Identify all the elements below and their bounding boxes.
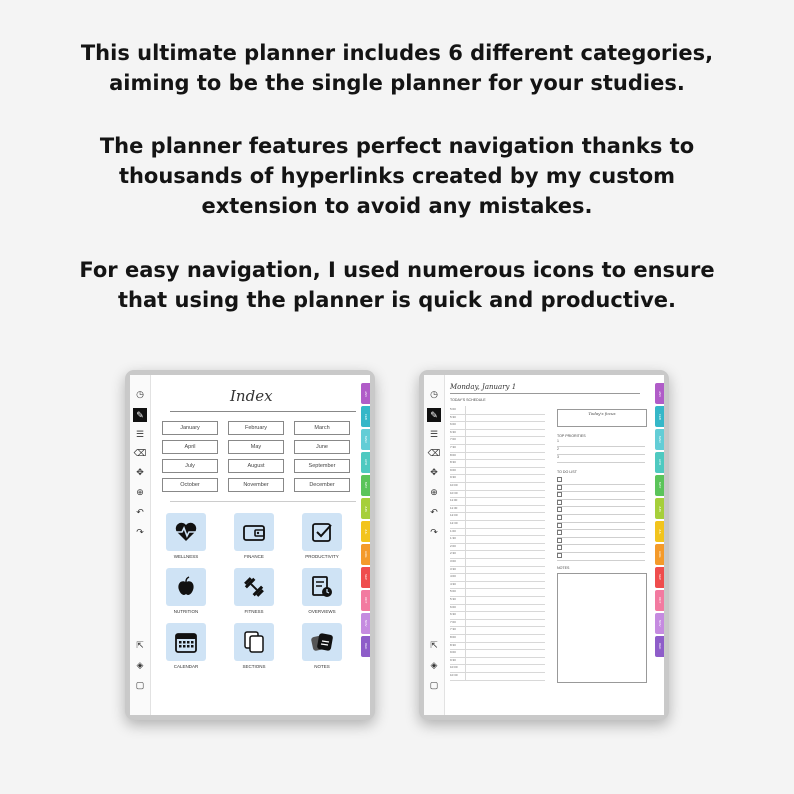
schedule-divider: [465, 626, 466, 634]
focus-label: Today's focus: [588, 411, 616, 416]
todo-checkbox[interactable]: [557, 477, 562, 482]
schedule-divider: [465, 672, 466, 680]
schedule-divider: [465, 619, 466, 627]
page-title: Monday, January 1: [450, 383, 517, 391]
schedule-time: 9:30: [450, 657, 456, 662]
schedule-divider: [465, 543, 466, 551]
month-link[interactable]: December: [294, 478, 350, 492]
redo-icon[interactable]: ↷: [430, 527, 438, 537]
schedule-time: 10:00: [450, 665, 458, 670]
month-tab[interactable]: MAY: [361, 475, 370, 496]
month-link[interactable]: January: [162, 421, 218, 435]
headline-text: that using the planner is quick and productive.: [118, 288, 676, 312]
month-link[interactable]: July: [162, 459, 218, 473]
index-page: [130, 375, 370, 715]
schedule-time: 8:00: [450, 635, 456, 639]
eraser-icon[interactable]: ⌫: [133, 448, 147, 458]
month-link[interactable]: August: [228, 459, 284, 473]
schedule-time: 11:00: [450, 498, 458, 503]
category-notes[interactable]: [302, 623, 342, 669]
priority-number: 2: [557, 447, 559, 451]
schedule-divider: [465, 474, 466, 482]
schedule-time: 7:30: [450, 627, 456, 632]
schedule-divider: [465, 611, 466, 619]
month-tab[interactable]: APR: [655, 452, 664, 473]
schedule-time: 6:30: [450, 612, 456, 617]
todo-checkbox[interactable]: [557, 545, 562, 550]
schedule-divider: [465, 664, 466, 672]
toolbar: [424, 375, 445, 715]
month-tab[interactable]: JUL: [361, 521, 370, 542]
month-tab[interactable]: NOV: [655, 613, 664, 634]
category-fitness[interactable]: [234, 568, 274, 614]
schedule-time: 1:00: [450, 528, 456, 533]
schedule-divider: [465, 649, 466, 657]
notes-box[interactable]: [557, 573, 647, 683]
schedule-divider: [465, 406, 466, 414]
title-divider: [450, 393, 640, 394]
heart-pulse-icon: [174, 520, 198, 544]
title-divider: [170, 411, 356, 412]
month-tab[interactable]: OCT: [655, 590, 664, 611]
schedule-divider: [465, 558, 466, 566]
notes-icon: [310, 630, 334, 654]
todo-checkbox[interactable]: [557, 553, 562, 558]
schedule-divider: [465, 604, 466, 612]
category-label: SECTIONS: [242, 664, 266, 669]
headline-text: The planner features perfect navigation thanks to: [99, 134, 695, 158]
month-tab[interactable]: FEB: [655, 406, 664, 427]
schedule-divider: [465, 467, 466, 475]
schedule-time: 5:00: [450, 589, 456, 594]
headline-text: For easy navigation, I used numerous icons to ensure: [79, 258, 715, 282]
category-label: OVERVIEWS: [308, 609, 336, 614]
schedule-time: 5:30: [450, 597, 456, 601]
todo-label: TO DO LIST: [557, 470, 577, 474]
tablet-device-daily: [419, 370, 669, 720]
month-link[interactable]: February: [228, 421, 284, 435]
schedule-divider: [465, 528, 466, 536]
month-tab[interactable]: JAN: [655, 383, 664, 404]
schedule-divider: [465, 642, 466, 650]
notes-label: NOTES: [557, 566, 570, 570]
month-tab[interactable]: DEC: [655, 636, 664, 657]
month-link[interactable]: May: [228, 440, 284, 454]
schedule-divider: [465, 520, 466, 528]
schedule-divider: [465, 588, 466, 596]
month-tab[interactable]: APR: [361, 452, 370, 473]
schedule-time: 10:00: [450, 483, 458, 487]
schedule-time: 7:00: [450, 437, 456, 442]
headline-text: extension to avoid any mistakes.: [201, 194, 593, 218]
month-link[interactable]: April: [162, 440, 218, 454]
category-nutrition[interactable]: [166, 568, 206, 614]
schedule-divider: [465, 505, 466, 513]
category-overviews[interactable]: [302, 568, 342, 614]
schedule-divider: [465, 490, 466, 498]
schedule-time: 2:30: [450, 551, 456, 556]
schedule-divider: [465, 452, 466, 460]
schedule-divider: [465, 497, 466, 505]
schedule-time: 7:00: [450, 619, 456, 624]
todo-line[interactable]: [557, 552, 645, 561]
schedule-time: 12:30: [450, 521, 458, 525]
calendar-icon: [174, 630, 198, 654]
month-tab[interactable]: NOV: [361, 613, 370, 634]
headline-line: [0, 38, 794, 98]
month-tab[interactable]: SEP: [655, 567, 664, 588]
month-link[interactable]: June: [294, 440, 350, 454]
schedule-divider: [465, 429, 466, 437]
schedule-time: 11:30: [450, 505, 458, 510]
layers-icon[interactable]: ◈: [136, 660, 144, 670]
category-label: FINANCE: [244, 554, 264, 559]
undo-icon[interactable]: ↶: [136, 507, 144, 517]
dumbbell-icon: [242, 575, 266, 599]
layers-icon[interactable]: ◈: [430, 660, 438, 670]
schedule-divider: [465, 634, 466, 642]
checkbox-icon: [310, 520, 334, 544]
schedule-divider: [465, 596, 466, 604]
month-link[interactable]: October: [162, 478, 218, 492]
menu-icon[interactable]: ☰: [135, 429, 145, 439]
schedule-time: 10:30: [450, 490, 458, 495]
category-label: NUTRITION: [173, 609, 199, 614]
month-tab[interactable]: AUG: [655, 544, 664, 565]
move-icon[interactable]: ✥: [136, 467, 144, 477]
schedule-divider: [465, 657, 466, 665]
schedule-divider: [465, 550, 466, 558]
clock-icon[interactable]: ◷: [136, 389, 144, 399]
category-label: NOTES: [314, 664, 330, 669]
schedule-time: 6:00: [450, 604, 456, 609]
apple-icon: [174, 575, 198, 599]
schedule-time: 5:30: [450, 414, 456, 419]
month-tab[interactable]: MAR: [655, 429, 664, 450]
schedule-row[interactable]: [450, 672, 545, 681]
month-link[interactable]: March: [294, 421, 350, 435]
todo-checkbox[interactable]: [557, 538, 562, 543]
schedule-time: 7:30: [450, 445, 456, 449]
month-tab[interactable]: AUG: [361, 544, 370, 565]
document-clock-icon: [310, 575, 334, 599]
month-tab[interactable]: FEB: [361, 406, 370, 427]
schedule-time: 6:00: [450, 422, 456, 427]
schedule-divider: [465, 421, 466, 429]
schedule-time: 8:30: [450, 460, 456, 465]
schedule-divider: [465, 535, 466, 543]
month-link[interactable]: September: [294, 459, 350, 473]
page-icon[interactable]: ▢: [135, 680, 145, 690]
todo-checkbox[interactable]: [557, 492, 562, 497]
month-tab[interactable]: SEP: [361, 567, 370, 588]
schedule-divider: [465, 482, 466, 490]
priority-number: 3: [557, 455, 559, 459]
menu-icon[interactable]: ☰: [429, 429, 439, 439]
todo-checkbox[interactable]: [557, 500, 562, 505]
schedule-divider: [465, 566, 466, 574]
schedule-divider: [465, 581, 466, 589]
todo-checkbox[interactable]: [557, 523, 562, 528]
category-sections[interactable]: [234, 623, 274, 669]
schedule-label: TODAY'S SCHEDULE: [450, 398, 486, 402]
month-tab[interactable]: MAY: [655, 475, 664, 496]
zoom-icon[interactable]: ⊕: [430, 487, 438, 497]
todo-checkbox[interactable]: [557, 507, 562, 512]
todo-checkbox[interactable]: [557, 515, 562, 520]
schedule-time: 9:00: [450, 467, 456, 472]
move-icon[interactable]: ✥: [430, 467, 438, 477]
category-wellness[interactable]: [166, 513, 206, 559]
schedule-time: 5:00: [450, 407, 456, 411]
schedule-divider: [465, 573, 466, 581]
category-label: FITNESS: [244, 609, 264, 614]
schedule-time: 10:30: [450, 673, 458, 677]
headline-text: aiming to be the single planner for your studies.: [109, 71, 685, 95]
pen-icon[interactable]: ✎: [133, 408, 147, 422]
schedule-time: 3:30: [450, 566, 456, 571]
schedule-divider: [465, 459, 466, 467]
zoom-icon[interactable]: ⊕: [136, 487, 144, 497]
eraser-icon[interactable]: ⌫: [427, 448, 441, 458]
headline-line: [0, 131, 794, 221]
todo-checkbox[interactable]: [557, 485, 562, 490]
redo-icon[interactable]: ↷: [136, 527, 144, 537]
page-icon[interactable]: ▢: [429, 680, 439, 690]
undo-icon[interactable]: ↶: [430, 507, 438, 517]
priority-line[interactable]: [557, 439, 645, 447]
schedule-time: 12:00: [450, 513, 458, 518]
month-tab[interactable]: JUL: [655, 521, 664, 542]
headline-text: thousands of hyperlinks created by my custom: [118, 164, 676, 188]
export-icon[interactable]: ⇱: [136, 640, 144, 650]
month-tab[interactable]: JUN: [655, 498, 664, 519]
priority-line[interactable]: [557, 455, 645, 463]
clock-icon[interactable]: ◷: [430, 389, 438, 399]
category-label: WELLNESS: [173, 554, 199, 559]
month-tab[interactable]: DEC: [361, 636, 370, 657]
month-tab[interactable]: JAN: [361, 383, 370, 404]
wallet-icon: [242, 520, 266, 544]
todo-checkbox[interactable]: [557, 530, 562, 535]
headline-line: [0, 255, 794, 315]
page-title: Index: [230, 387, 273, 405]
schedule-time: 8:30: [450, 642, 456, 647]
schedule-time: 2:00: [450, 543, 456, 548]
priority-line[interactable]: [557, 447, 645, 455]
schedule-time: 8:00: [450, 452, 456, 457]
category-productivity[interactable]: [302, 513, 342, 559]
month-tab[interactable]: OCT: [361, 590, 370, 611]
month-link[interactable]: November: [228, 478, 284, 492]
schedule-time: 4:30: [450, 581, 456, 586]
schedule-time: 9:30: [450, 475, 456, 480]
priority-number: 1: [557, 439, 559, 443]
pen-icon[interactable]: ✎: [427, 408, 441, 422]
focus-box[interactable]: [557, 409, 647, 427]
schedule-time: 9:00: [450, 650, 456, 655]
tablet-device-index: [125, 370, 375, 720]
priorities-label: TOP PRIORITIES: [557, 434, 586, 438]
headline-text: This ultimate planner includes 6 different categories,: [80, 41, 714, 65]
section-divider: [170, 501, 356, 502]
schedule-divider: [465, 444, 466, 452]
schedule-divider: [465, 436, 466, 444]
month-tab[interactable]: MAR: [361, 429, 370, 450]
category-finance[interactable]: [234, 513, 274, 559]
schedule-time: 1:30: [450, 536, 456, 541]
schedule-time: 4:00: [450, 574, 456, 579]
schedule-time: 6:30: [450, 429, 456, 434]
daily-page: [424, 375, 664, 715]
month-tab[interactable]: JUN: [361, 498, 370, 519]
toolbar: [130, 375, 151, 715]
category-label: CALENDAR: [173, 664, 199, 669]
category-label: PRODUCTIVITY: [305, 554, 339, 559]
schedule-divider: [465, 414, 466, 422]
schedule-time: 3:00: [450, 559, 456, 563]
schedule-divider: [465, 512, 466, 520]
category-calendar[interactable]: [166, 623, 206, 669]
pages-icon: [242, 630, 266, 654]
export-icon[interactable]: ⇱: [430, 640, 438, 650]
